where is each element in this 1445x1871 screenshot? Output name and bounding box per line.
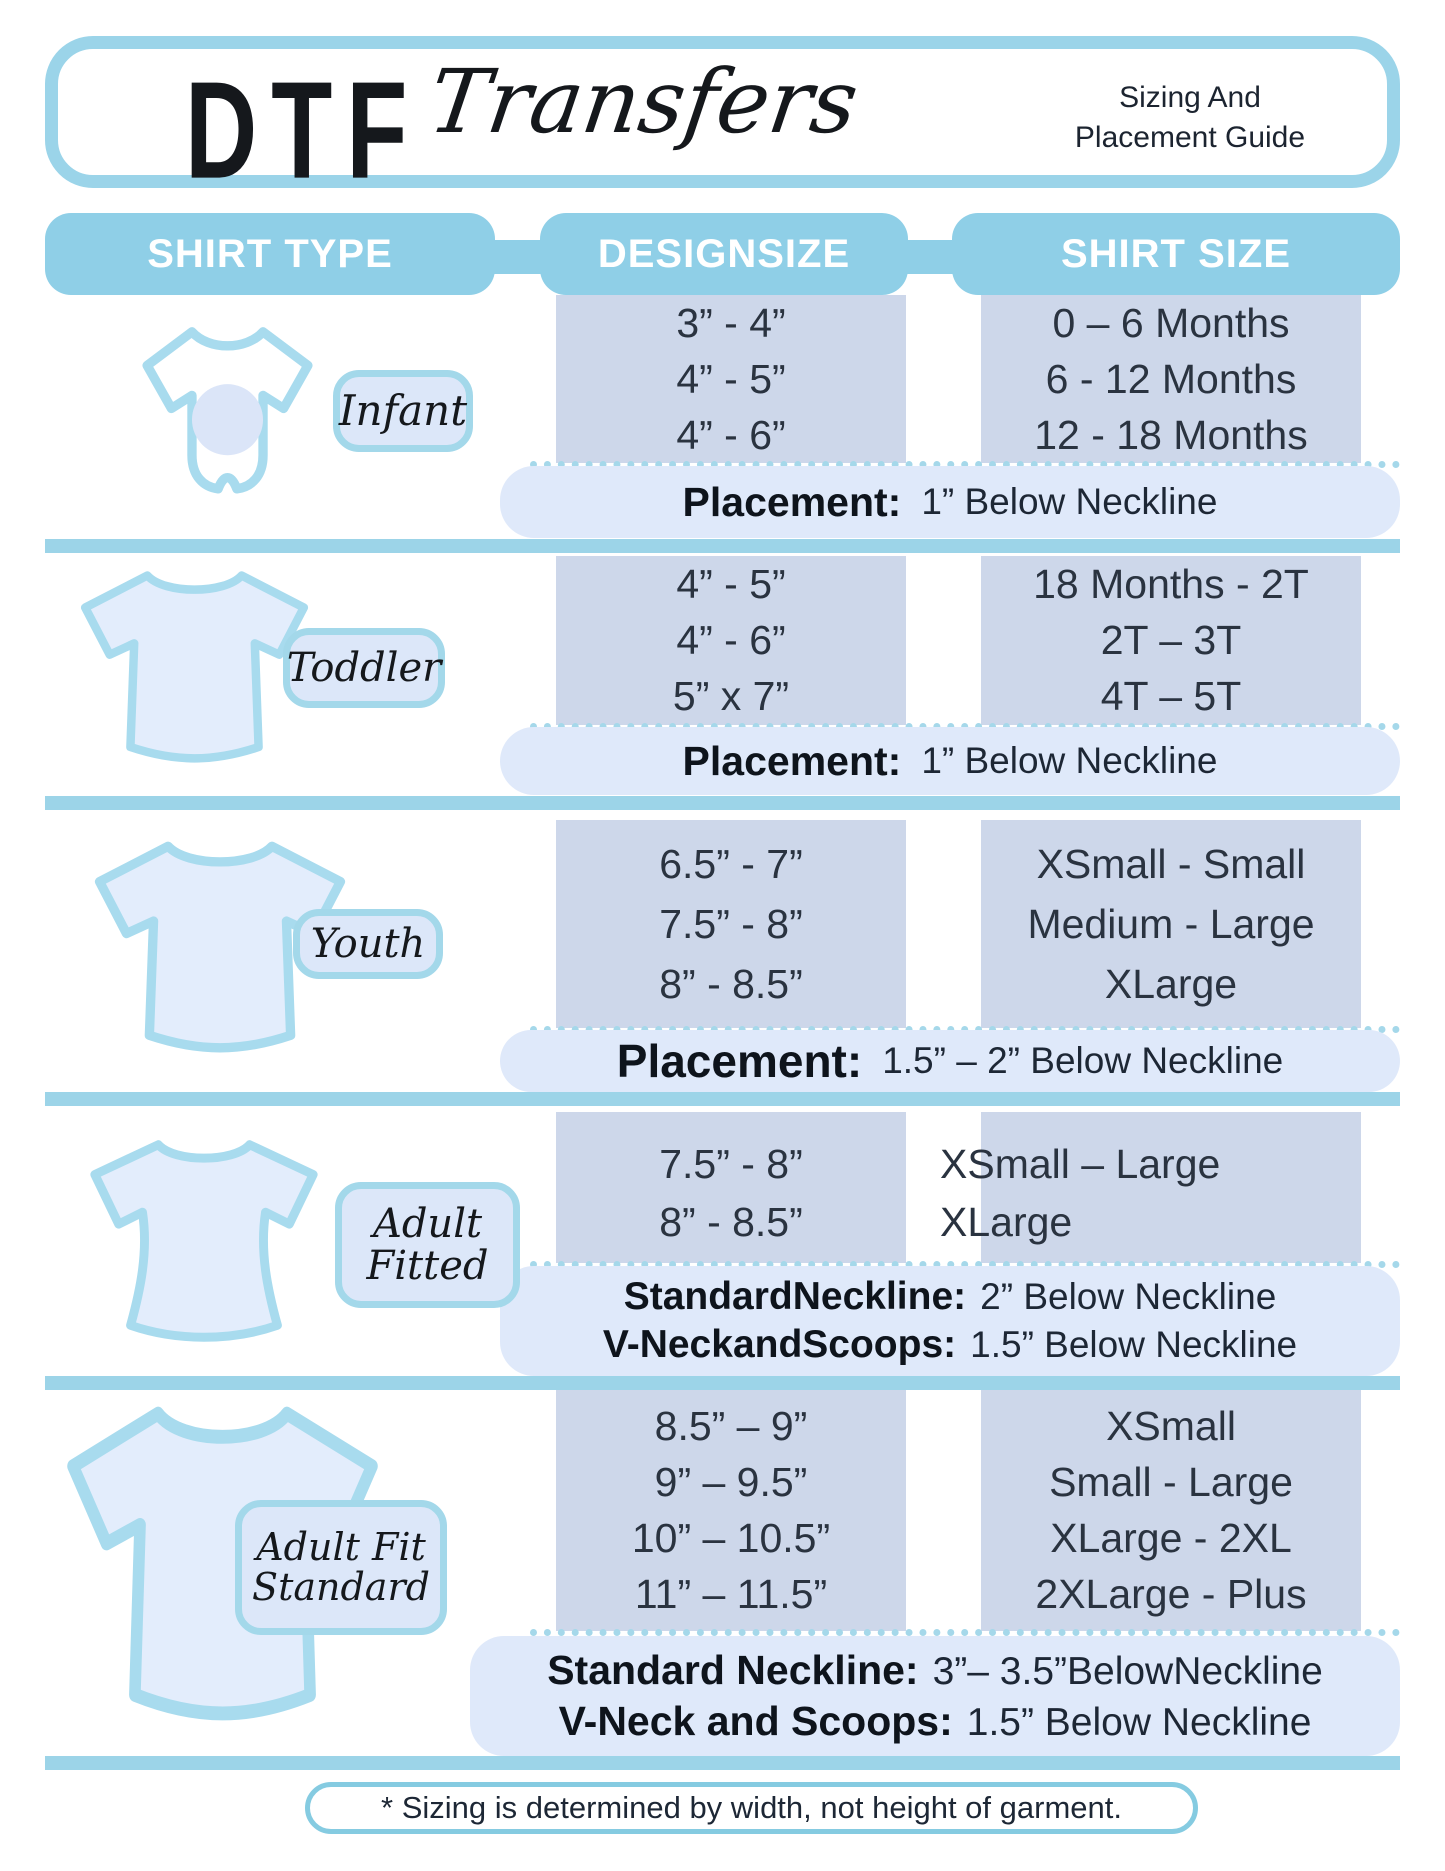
subtitle-line-2: Placement Guide [1074,121,1306,154]
shirt-size-value: 12 - 18 Months [1034,411,1308,458]
shirt-size-value: 6 - 12 Months [1045,355,1297,402]
column-header-design-size: DESIGNSIZE [540,213,908,295]
shirt-size-value: Small - Large [1049,1458,1293,1505]
infant-shirt-sizes [981,295,1361,463]
connector-bar [906,240,954,274]
shirt-size-value: 2XLarge - Plus [1035,1571,1307,1618]
subtitle-line-1: Sizing And [1119,81,1261,114]
placement-row [470,1698,1400,1745]
placement-value: 1” Below Neckline [921,740,1218,781]
design-size-value: 10” – 10.5” [631,1515,831,1562]
placement-row [500,1323,1400,1367]
shirt-size-value: 18 Months - 2T [1033,560,1309,607]
design-size-value: 8.5” – 9” [654,1402,808,1449]
youth-design-sizes [556,820,906,1028]
shirt-size-value: XSmall – Large [940,1140,1221,1187]
adult-standard-design-sizes [556,1390,906,1631]
placement-label: Placement: [682,478,902,525]
placement-label: V-NeckandScoops: [602,1323,957,1366]
placement-value: 1.5” Below Neckline [970,1324,1298,1365]
placement-row [500,1275,1400,1319]
connector-bar [493,240,542,274]
design-size-value: 4” - 6” [676,616,786,663]
toddler-design-sizes [556,556,906,725]
section-label-infant: Infant [333,370,473,452]
shirt-size-value: XLarge - 2XL [1050,1515,1292,1562]
design-size-value: 9” – 9.5” [654,1458,808,1505]
header-subtitle [1020,78,1360,158]
onesie-icon [130,315,325,530]
shirt-size-value: 0 – 6 Months [1052,299,1290,346]
section-label-adult-fitted: Adult Fitted [335,1182,520,1308]
shirt-size-value: Medium - Large [1027,900,1315,947]
column-header-shirt-type: SHIRT TYPE [45,213,495,295]
section-label-adult-fit-standard: Adult Fit Standard [235,1500,447,1635]
adult-fitted-row [556,1138,1361,1190]
infant-placement-bar [500,466,1400,538]
design-size-value: 5” x 7” [672,673,790,720]
adult-fitted-row [556,1196,1361,1248]
placement-value: 1.5” – 2” Below Neckline [882,1040,1284,1081]
section-label-youth: Youth [293,909,443,979]
shirt-size-value: XLarge [1104,960,1238,1007]
youth-shirt-sizes [981,820,1361,1028]
shirt-size-value: 4T – 5T [1100,673,1242,720]
tshirt-icon [72,560,317,772]
placement-label: Placement: [616,1035,863,1087]
placement-label: StandardNeckline: [623,1275,967,1318]
design-size-value: 7.5” - 8” [659,1140,803,1187]
dotted-divider [530,1629,1400,1636]
section-separator [45,1092,1400,1106]
infant-design-sizes [556,295,906,463]
placement-value: 1.5” Below Neckline [966,1701,1312,1744]
section-separator [45,1376,1400,1390]
placement-label: V-Neck and Scoops: [558,1698,953,1744]
placement-value: 3”– 3.5”BelowNeckline [932,1650,1323,1693]
section-separator [45,1756,1400,1770]
brand-script-title: Transfers [422,50,865,153]
placement-label: Standard Neckline: [547,1647,919,1693]
section-separator [45,539,1400,553]
brand-title: DTF [185,53,422,208]
adult-standard-shirt-sizes [981,1390,1361,1631]
design-size-value: 4” - 5” [676,355,786,402]
design-size-value: 3” - 4” [676,299,786,346]
placement-value: 2” Below Neckline [980,1276,1277,1317]
design-size-value: 4” - 6” [676,411,786,458]
design-size-value: 7.5” - 8” [659,900,803,947]
design-size-value: 8” - 8.5” [659,1198,803,1245]
shirt-size-value: XLarge [940,1198,1073,1245]
design-size-value: 11” – 11.5” [634,1571,828,1618]
toddler-placement-bar [500,727,1400,795]
adult-fitted-placement-bar [500,1266,1400,1376]
toddler-shirt-sizes [981,556,1361,725]
shirt-size-value: XSmall [1106,1402,1236,1449]
design-size-value: 6.5” - 7” [659,840,803,887]
placement-label: Placement: [682,737,902,784]
shirt-size-value: XSmall - Small [1036,840,1306,887]
placement-row [470,1647,1400,1694]
section-separator [45,796,1400,810]
design-size-value: 8” - 8.5” [659,960,803,1007]
footer-note: * Sizing is determined by width, not height of garment. [305,1782,1198,1834]
column-header-shirt-size: SHIRT SIZE [952,213,1400,295]
youth-placement-bar [500,1030,1400,1092]
fitted-tshirt-icon [75,1115,333,1365]
section-label-toddler: Toddler [283,628,445,708]
adult-standard-placement-bar [470,1636,1400,1756]
design-size-value: 4” - 5” [676,560,786,607]
shirt-size-value: 2T – 3T [1100,616,1242,663]
placement-value: 1” Below Neckline [921,481,1218,522]
